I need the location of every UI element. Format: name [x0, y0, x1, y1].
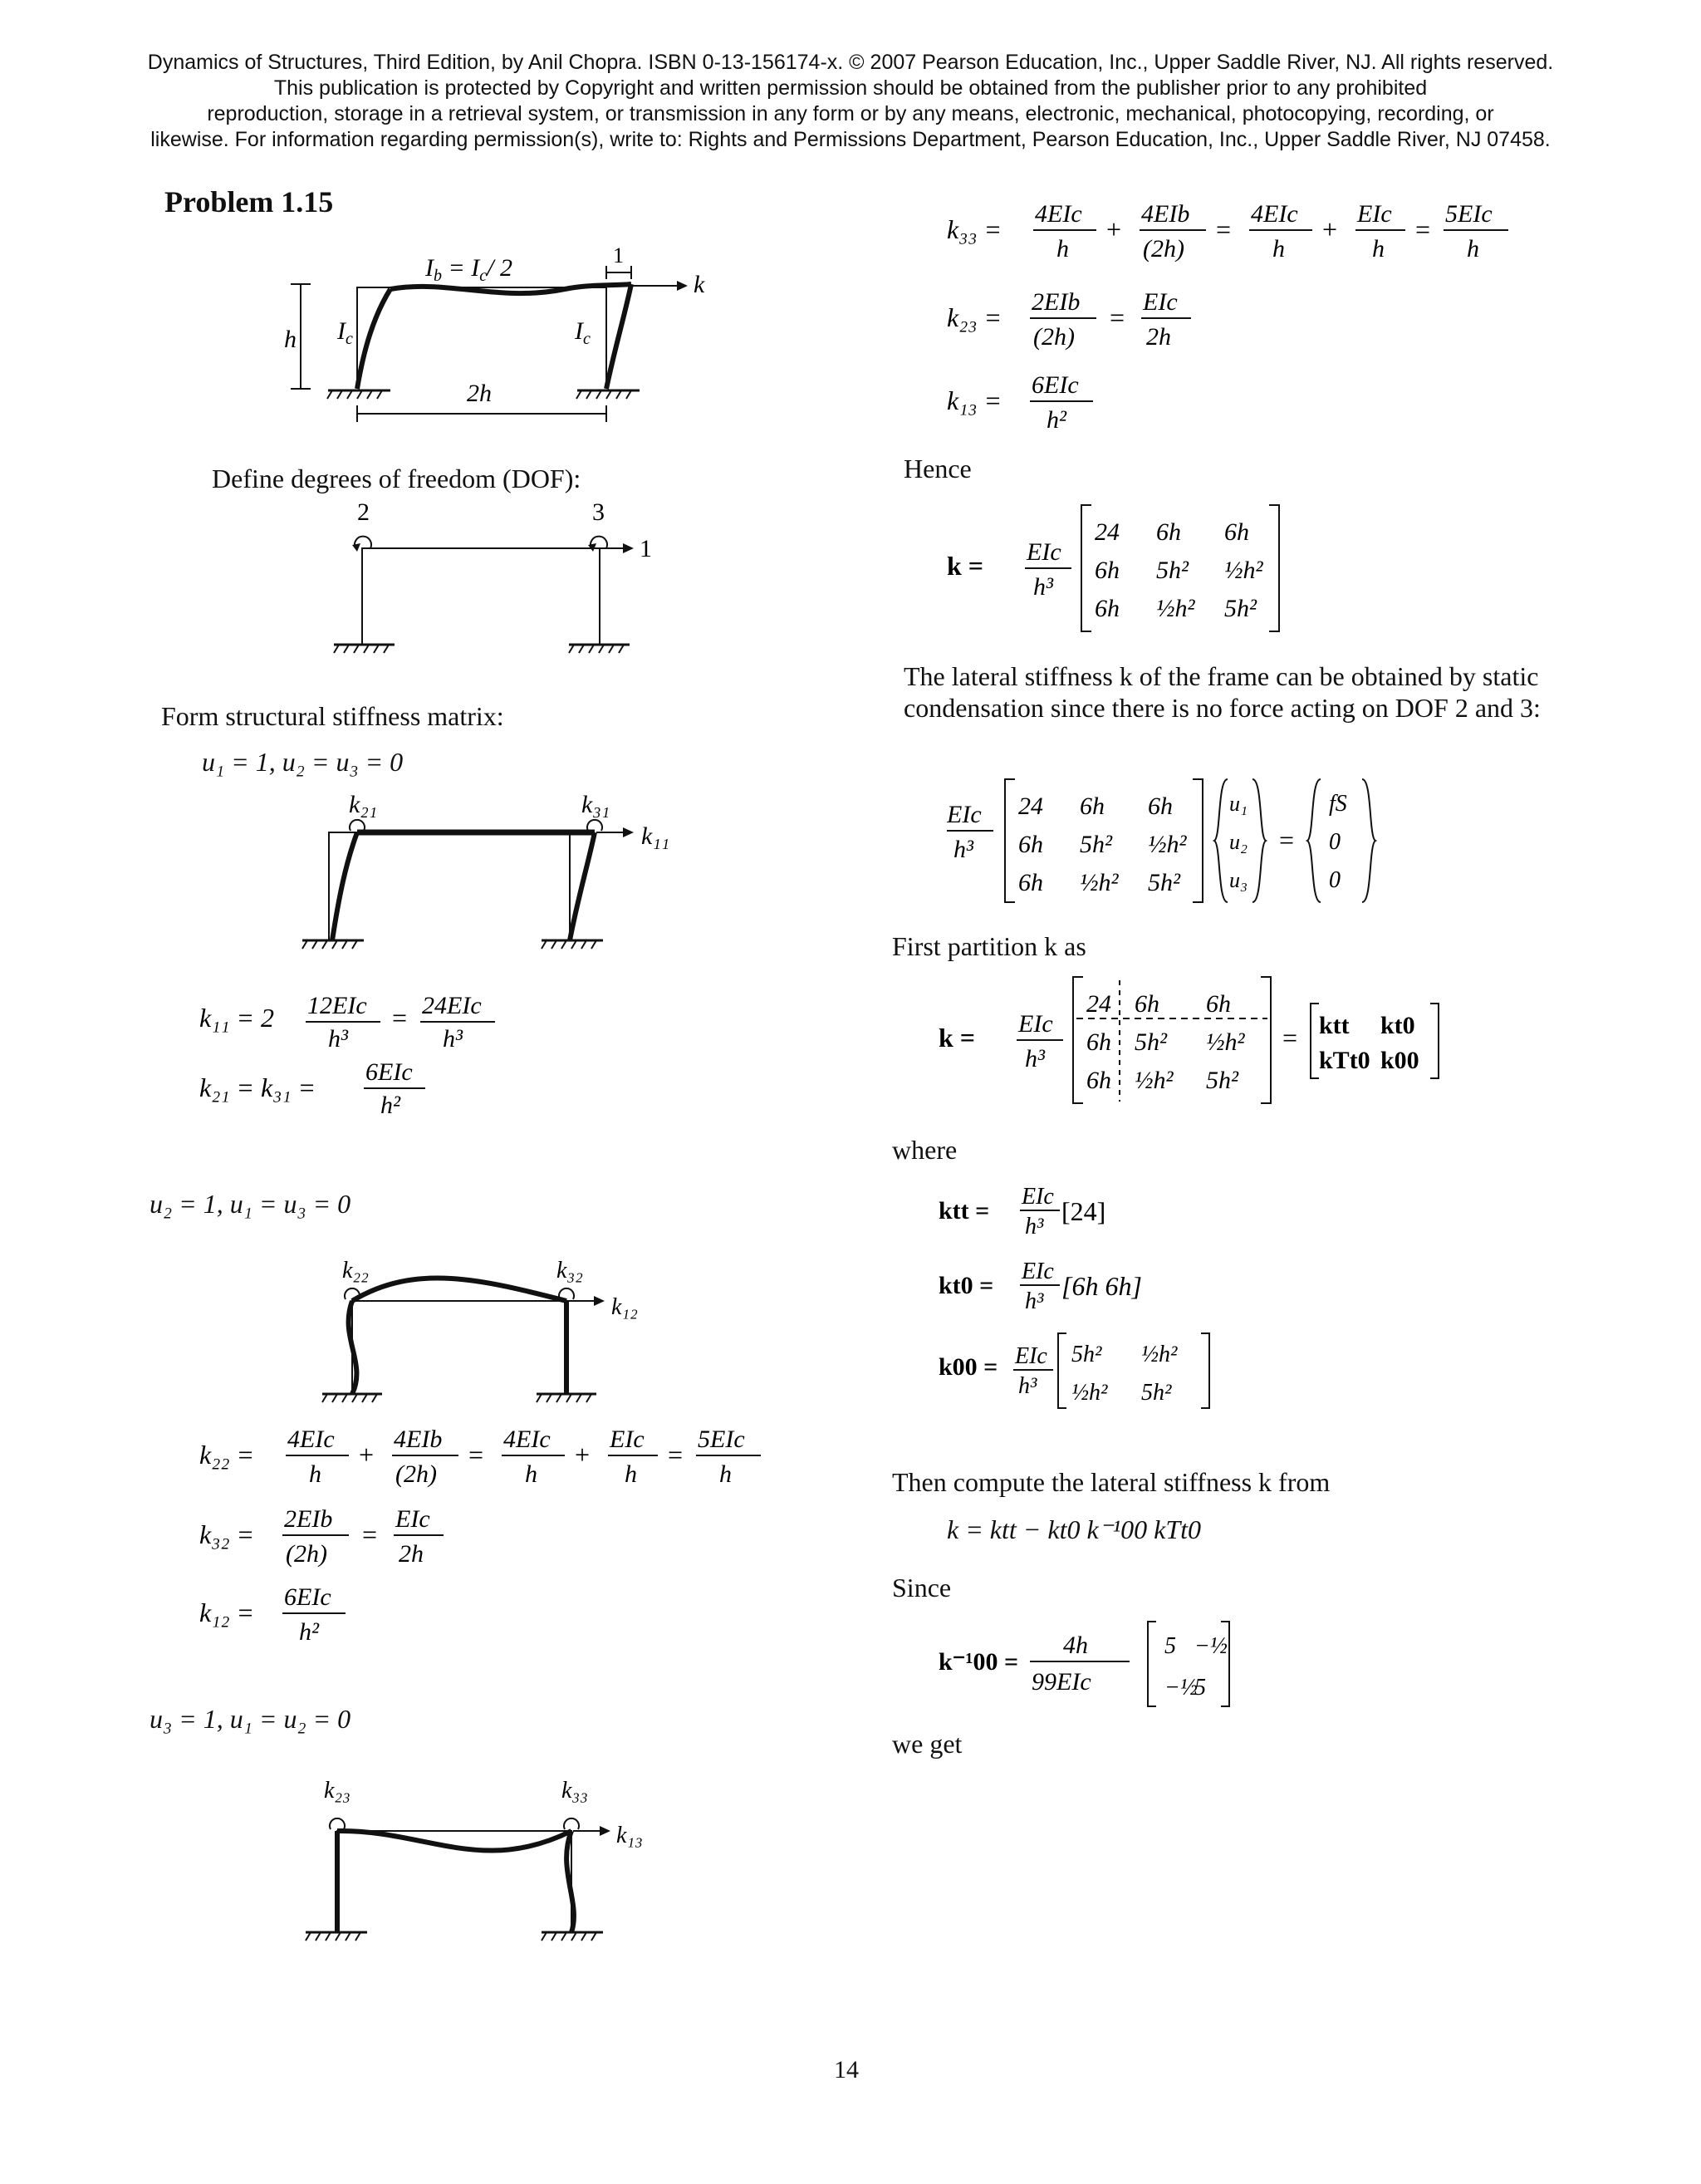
hence-label: Hence: [904, 454, 972, 483]
k00-block: k00: [1380, 1047, 1419, 1074]
u-vector-cell-0-0: u₁: [1229, 792, 1248, 816]
k-matrix-cell-1-2: ½h²: [1224, 557, 1263, 584]
inverse-cell-1-1: 5: [1194, 1675, 1206, 1701]
force-vector: [1329, 791, 1347, 893]
partition-cell-1-1: 5h²: [1135, 1028, 1167, 1056]
inverse-coef-num: 4h: [1063, 1632, 1088, 1659]
k33-num4: EIc: [1357, 200, 1392, 228]
partition-cells: [1086, 990, 1246, 1094]
submatrices: [939, 1167, 1287, 1416]
since-label: Since: [892, 1573, 952, 1602]
partition-cell-2-1: ½h²: [1135, 1067, 1174, 1094]
partition-lhs: k =: [939, 1023, 976, 1053]
kt0-coef-den: h³: [1025, 1288, 1044, 1314]
case-3-figure: [299, 1769, 681, 1944]
header-line-4: likewise. For information regarding permission(s), write to: Rights and Permissions Department, Pearson Education, Inc., Upper Saddle River, NJ 07458.: [150, 128, 1551, 151]
partition-cell-0-1: 6h: [1135, 990, 1159, 1018]
ktt-block: ktt: [1319, 1012, 1350, 1039]
partition-cell-0-2: 6h: [1206, 990, 1231, 1018]
equals-sign: =: [1415, 214, 1431, 244]
k22-num3: 4EIc: [503, 1426, 551, 1453]
k23-lhs: k₂₃ =: [947, 302, 1002, 332]
ktt-lhs: ktt =: [939, 1197, 990, 1225]
ktt-rhs: [24]: [1061, 1196, 1106, 1226]
case-2-label: u₂ = 1, u₁ = u₃ = 0: [150, 1189, 351, 1219]
k22-num1: 4EIc: [287, 1426, 335, 1453]
k22-k32-k12-equations: [199, 1412, 781, 1653]
inverse-coef-den: 99EIc: [1032, 1668, 1091, 1696]
k-matrix-cell-2-0: 6h: [1095, 595, 1120, 622]
partition-cell-2-2: 5h²: [1206, 1067, 1238, 1094]
k33-den2: (2h): [1143, 235, 1184, 263]
k22-num4: EIc: [610, 1426, 645, 1453]
kt0-rhs: [6h 6h]: [1061, 1271, 1142, 1301]
equals-sign: =: [1279, 825, 1295, 855]
k-matrix-cell-0-0: 24: [1095, 518, 1120, 546]
k33-lhs: k₃₃ =: [947, 214, 1002, 244]
system-matrix-cells: [1018, 793, 1188, 896]
system-cell-2-2: 5h²: [1148, 869, 1180, 896]
k33-num1: 4EIc: [1035, 200, 1082, 228]
inverse-cell-0-0: 5: [1164, 1633, 1176, 1659]
k00-lhs: k00 =: [939, 1353, 998, 1381]
static-condensation-text: The lateral stiffness k of the frame can be obtained by static condensation since there is no force acting on DOF 2 and 3:: [904, 661, 1541, 723]
k0t-block: kTt0: [1319, 1047, 1370, 1074]
k31-label: k₃₁: [581, 791, 610, 818]
k21-label: k₂₁: [349, 791, 378, 818]
inverse-cell-1-0: −½: [1164, 1675, 1198, 1701]
k21-num: 6EIc: [365, 1058, 413, 1086]
equals-sign: =: [1110, 302, 1125, 332]
k-matrix-coef-num: EIc: [1027, 538, 1061, 566]
k12-lhs: k₁₂ =: [199, 1598, 255, 1627]
u-vector-cell-1-0: u₂: [1229, 830, 1248, 854]
copyright-header: [83, 50, 1618, 153]
k11-num1: 12EIc: [307, 992, 367, 1019]
k32-num2: EIc: [395, 1505, 430, 1533]
k22-den4: h: [625, 1460, 637, 1488]
dof-figure: [316, 497, 664, 663]
kt0-lhs: kt0 =: [939, 1272, 994, 1299]
f-vector-cell-1-0: 0: [1329, 829, 1341, 855]
k13-den: h²: [1047, 406, 1066, 434]
beam-inertia-label: $I_b = I_c/$ 2: [425, 254, 512, 285]
k23-label: k₂₃: [324, 1778, 350, 1804]
k-matrix-cell-0-1: 6h: [1156, 518, 1181, 546]
f-vector-cell-2-0: 0: [1329, 867, 1341, 893]
k33-num5: 5EIc: [1445, 200, 1493, 228]
partition-cell-0-0: 24: [1086, 990, 1111, 1018]
system-cell-1-0: 6h: [1018, 831, 1043, 858]
k-matrix-cells: [1095, 518, 1264, 622]
k33-label: k₃₃: [561, 1778, 588, 1804]
k00-cell-1-0: ½h²: [1071, 1380, 1108, 1406]
partition-cell-1-2: ½h²: [1206, 1028, 1245, 1056]
k33-den3: h: [1272, 235, 1285, 263]
k22-num2: 4EIb: [394, 1426, 443, 1453]
left-column-inertia: $I_c$: [337, 317, 353, 348]
k21-lhs: k₂₁ = k₃₁ =: [199, 1072, 316, 1102]
dof-1-label: 1: [640, 535, 652, 562]
k-matrix-cell-2-1: ½h²: [1156, 595, 1195, 622]
equals-sign: =: [668, 1440, 684, 1470]
system-cell-0-2: 6h: [1148, 793, 1173, 820]
plus-sign: +: [359, 1440, 375, 1470]
k22-den1: h: [309, 1460, 321, 1488]
k00-cell-1-1: 5h²: [1141, 1380, 1172, 1406]
h-dim-label: h: [284, 326, 297, 353]
k13-lhs: k₁₃ =: [947, 385, 1002, 415]
plus-sign: +: [1322, 214, 1338, 244]
k33-k23-k13-equations: [947, 187, 1528, 453]
system-cell-0-1: 6h: [1080, 793, 1105, 820]
inverse-matrix: [939, 1612, 1287, 1720]
k12-den: h²: [299, 1618, 319, 1646]
partition-coef-num: EIc: [1018, 1010, 1053, 1038]
system-coef-den: h³: [953, 836, 973, 863]
case-1-label: u₁ = 1, u₂ = u₃ = 0: [202, 747, 404, 777]
k00-cell-0-1: ½h²: [1141, 1342, 1178, 1367]
kt0-block: kt0: [1380, 1012, 1415, 1039]
inverse-lhs: k⁻¹00 =: [939, 1648, 1019, 1676]
frame-figure: [249, 233, 714, 440]
system-cell-1-1: 5h²: [1080, 831, 1112, 858]
stiffness-matrix: [947, 498, 1362, 640]
k-matrix-lhs: k =: [947, 551, 984, 581]
k22-label: k₂₂: [342, 1258, 369, 1283]
header-line-1: Dynamics of Structures, Third Edition, by Anil Chopra. ISBN 0-13-156174-x. © 2007 Pearson Education, Inc., Upper Saddle River, NJ. All rights reserved.: [147, 51, 1554, 74]
equals-sign: =: [1216, 214, 1232, 244]
k23-num1: 2EIb: [1032, 288, 1081, 316]
inverse-cell-0-1: −½: [1194, 1633, 1228, 1659]
page-number: 14: [834, 2056, 859, 2083]
equals-sign: =: [362, 1519, 378, 1549]
k32-label: k₃₂: [556, 1258, 583, 1283]
k13-num: 6EIc: [1032, 371, 1079, 399]
k00-coef-den: h³: [1018, 1373, 1037, 1399]
k33-den5: h: [1467, 235, 1479, 263]
k-matrix-cell-1-1: 5h²: [1156, 557, 1189, 584]
system-cell-2-0: 6h: [1018, 869, 1043, 896]
condensation-system: [947, 773, 1412, 914]
we-get-label: we get: [892, 1729, 963, 1759]
k-matrix-cell-1-0: 6h: [1095, 557, 1120, 584]
equals-sign: =: [392, 1003, 408, 1033]
partition-coef-den: h³: [1025, 1045, 1045, 1072]
kt0-coef-num: EIc: [1022, 1259, 1054, 1284]
ktt-coef-num: EIc: [1022, 1184, 1054, 1210]
k23-num2: EIc: [1143, 288, 1178, 316]
system-coef-num: EIc: [947, 801, 982, 828]
force-k-label: k: [694, 271, 705, 298]
k-matrix-cell-0-2: 6h: [1224, 518, 1249, 546]
k-matrix-cell-2-2: 5h²: [1224, 595, 1257, 622]
offset-one-label: 1: [613, 243, 624, 267]
inverse-cells: [1164, 1633, 1228, 1701]
ktt-coef-den: h³: [1025, 1214, 1044, 1239]
header-line-3: reproduction, storage in a retrieval system, or transmission in any form or by any means, electronic, mechanical, photocopying, recording, or: [207, 102, 1494, 125]
case-3-label: u₃ = 1, u₁ = u₂ = 0: [150, 1704, 351, 1734]
k13-label: k₁₃: [616, 1823, 643, 1848]
k11-den2: h³: [443, 1025, 463, 1053]
k11-den1: h³: [328, 1025, 348, 1053]
header-line-2: This publication is protected by Copyright and written permission should be obtained from the publisher prior to any prohibited: [273, 76, 1428, 100]
dof-label: Define degrees of freedom (DOF):: [212, 464, 581, 493]
k32-den2: 2h: [399, 1540, 424, 1568]
k33-den1: h: [1056, 235, 1069, 263]
plus-sign: +: [575, 1440, 591, 1470]
dof-3-label: 3: [592, 498, 605, 526]
k11-lhs: k₁₁ = 2: [199, 1003, 275, 1033]
k11-num2: 24EIc: [422, 992, 482, 1019]
k23-den1: (2h): [1033, 323, 1075, 351]
k22-lhs: k₂₂ =: [199, 1440, 255, 1470]
k11-label: k₁₁: [641, 822, 670, 850]
plus-sign: +: [1106, 214, 1122, 244]
displacement-vector: [1229, 792, 1248, 892]
k-matrix-coef-den: h³: [1033, 573, 1053, 601]
u-vector-cell-2-0: u₃: [1229, 868, 1248, 892]
k23-den2: 2h: [1146, 323, 1171, 351]
k00-cells: [1071, 1342, 1178, 1406]
k12-num: 6EIc: [284, 1583, 331, 1611]
problem-title: Problem 1.15: [164, 185, 334, 218]
form-matrix-label: Form structural stiffness matrix:: [161, 701, 504, 731]
dof-2-label: 2: [357, 498, 370, 526]
k00-cell-0-0: 5h²: [1071, 1342, 1102, 1367]
k22-den2: (2h): [395, 1460, 437, 1488]
k32-lhs: k₃₂ =: [199, 1519, 255, 1549]
partition-cell-1-0: 6h: [1086, 1028, 1111, 1056]
k33-num3: 4EIc: [1251, 200, 1298, 228]
k32-num1: 2EIb: [284, 1505, 333, 1533]
then-compute-text: Then compute the lateral stiffness k from: [892, 1467, 1331, 1497]
lateral-stiffness-equation: k = ktt − kt0 k⁻¹00 kTt0: [947, 1514, 1202, 1544]
first-partition-text: First partition k as: [892, 931, 1086, 961]
k22-num5: 5EIc: [698, 1426, 745, 1453]
k32-den1: (2h): [286, 1540, 327, 1568]
k33-num2: 4EIb: [1141, 200, 1190, 228]
equals-sign: =: [468, 1440, 484, 1470]
k21-den: h²: [380, 1092, 400, 1113]
case-1-figure: [299, 789, 698, 955]
system-cell-2-1: ½h²: [1080, 869, 1119, 896]
f-vector-cell-0-0: fS: [1329, 791, 1347, 817]
k12-label: k₁₂: [611, 1294, 638, 1320]
k00-coef-num: EIc: [1015, 1343, 1047, 1369]
partitioned-matrix: [939, 970, 1470, 1112]
equals-sign: =: [1282, 1023, 1298, 1053]
k33-den4: h: [1372, 235, 1385, 263]
right-column-inertia: $I_c$: [575, 317, 591, 348]
span-label: 2h: [467, 380, 492, 407]
case-2-figure: [316, 1254, 698, 1404]
where-label: where: [892, 1135, 958, 1165]
k22-den5: h: [719, 1460, 732, 1488]
system-cell-1-2: ½h²: [1148, 831, 1187, 858]
partition-cell-2-0: 6h: [1086, 1067, 1111, 1094]
system-cell-0-0: 24: [1018, 793, 1043, 820]
k22-den3: h: [525, 1460, 537, 1488]
k11-k21-equations: [199, 980, 664, 1113]
